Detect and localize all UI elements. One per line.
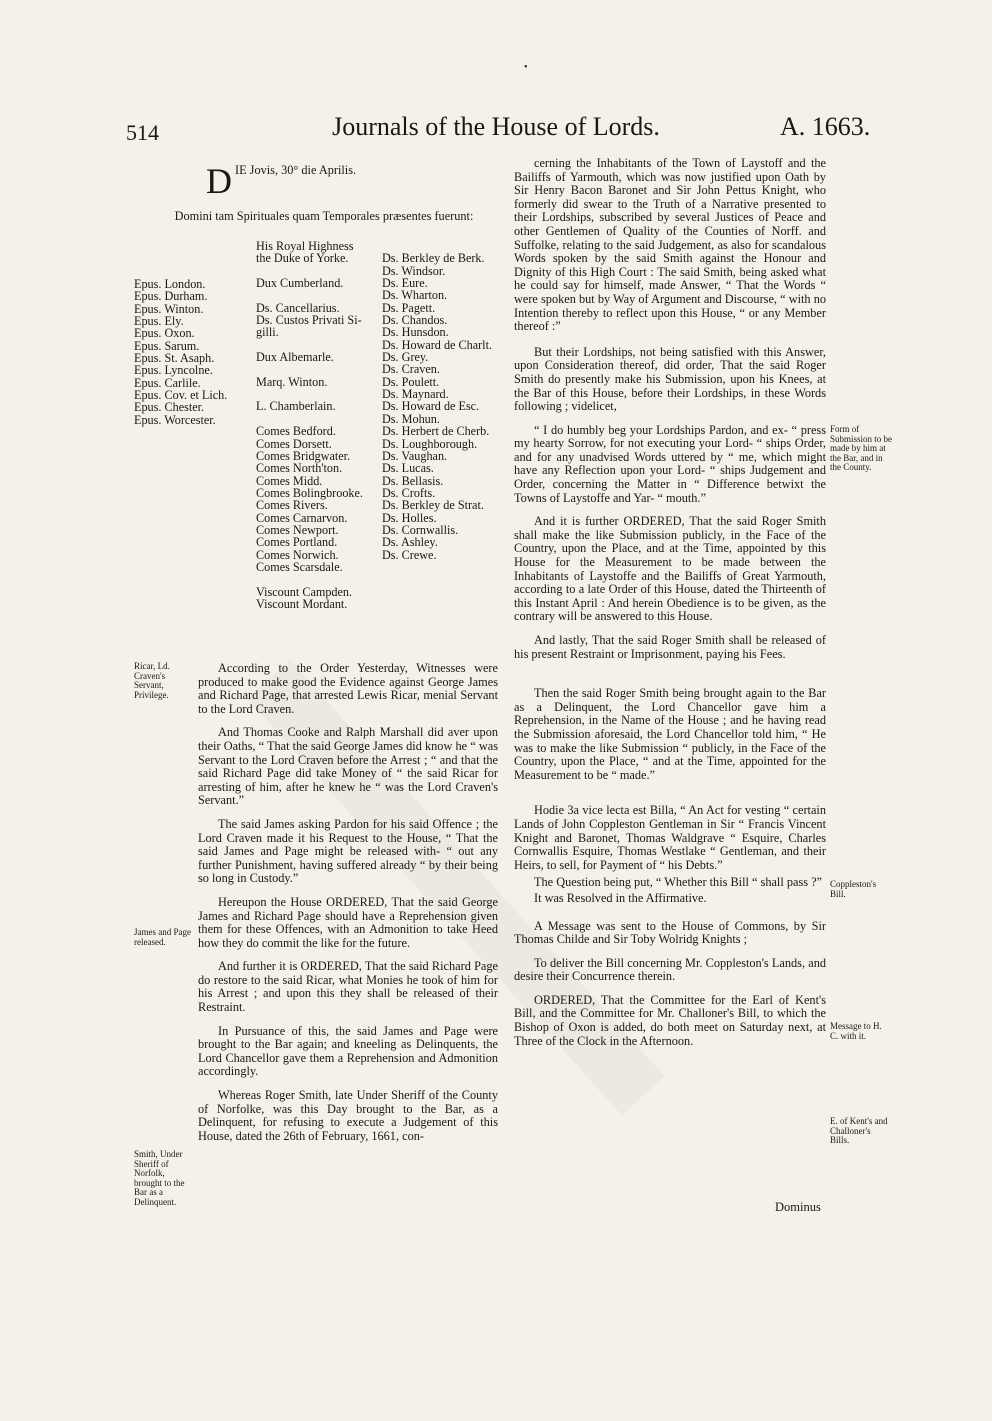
peer-entry: Dux Albemarle. <box>256 350 334 365</box>
paragraph: It was Resolved in the Affirmative. <box>534 890 707 905</box>
peer-entry: Comes Carnarvon. <box>256 510 348 525</box>
journal-title: Journals of the House of Lords. <box>332 112 660 141</box>
paragraph: Whereas Roger Smith, late Under Sheriff of the County of Norfolke, was this Day brought to the Bar, as a Delinquent, for refusing to execute a Judgement of this House, dated the 26th of February, 1661, con- <box>198 1088 498 1143</box>
dropcap: D <box>206 161 232 201</box>
right-body <box>514 157 826 1058</box>
attendance-list <box>134 240 514 640</box>
paragraph: Then the said Roger Smith being brought again to the Bar as a Delinquent, the Lord Chancellor gave him a Reprehension, in the Name of the House ; and he having read the Submission aforesaid, the Lord Chancellor told him, “ He was to make the like Submission “ publicly, in the Face of the Country, upon the Place, “ and at the Time, appointed for the Measurement to be “ made.” <box>514 686 826 782</box>
bishop-entry: Epus. Lyncolne. <box>134 363 213 378</box>
peer-entry <box>256 363 363 375</box>
baron-entry: Ds. Lucas. <box>382 461 434 476</box>
baron-entry: Ds. Craven. <box>382 362 440 377</box>
paragraph: But their Lordships, not being satisfied with this Answer, upon Consideration thereof, did order, That the said Roger Smith do presently make his Submission, upon his Knees, at the Bar of this House, before their Lordships, in these Words following ; videlicet, <box>514 344 826 414</box>
paragraph: According to the Order Yesterday, Witnesses were produced to make good the Evidence against George James and Richard Page, that arrested Lewis Ricar, menial Servant to the Lord Craven. <box>198 661 498 716</box>
left-column <box>134 160 498 238</box>
peers-list <box>256 240 363 610</box>
peer-entry: the Duke of Yorke. <box>256 251 349 266</box>
baron-entry: Ds. Maynard. <box>382 387 449 402</box>
peer-entry: Dux Cumberland. <box>256 276 344 291</box>
baron-entry: Ds. Poulett. <box>382 374 440 389</box>
peer-entry: Comes Bridgwater. <box>256 448 351 463</box>
paragraph: A Message was sent to the House of Commons, by Sir Thomas Childe and Sir Toby Wolridg Knights ; <box>514 918 826 947</box>
baron-entry: Ds. Cornwallis. <box>382 522 459 537</box>
date-line: IE Jovis, 30° die Aprilis. <box>235 163 357 177</box>
baron-entry: Ds. Berkley de Strat. <box>382 498 484 513</box>
peer-entry: Comes Newport. <box>256 522 339 537</box>
bishop-entry: Epus. Carlile. <box>134 375 201 390</box>
baron-entry: Ds. Howard de Esc. <box>382 399 480 414</box>
baron-entry: Ds. Mohun. <box>382 411 440 426</box>
peer-entry: His Royal Highness <box>256 239 354 253</box>
catchword: Dominus <box>775 1200 821 1214</box>
paragraph: cerning the Inhabitants of the Town of Laystoff and the Bailiffs of Yarmouth, which was now justified upon Oath by Sir Henry Bacon Baronet and Sir John Pettus Knight, who formerly did swear to the Truth of a Narrative presented to their Lordships, subscribed by several Justices of Peace and other Gentlemen of Quality of the Counties of Norff. and Suffolke, relating to the said Judgement, as also for scandalous Words spoken by the said Smith against the Honour and Dignity of this High Court : The said Smith, being asked what he could say for himself, made Answer, “ That the Words “ were spoken but by Way of Argument and Discourse, “ with no Intention thereby to reflect upon this House, “ or any Member thereof :” <box>514 156 826 334</box>
barons-list <box>382 240 492 561</box>
baron-entry: Ds. Eure. <box>382 276 428 291</box>
peer-entry: Comes Bedford. <box>256 424 336 439</box>
paragraph: And it is further ORDERED, That the said Roger Smith shall make the like Submission publicly, in the Face of the Country, upon the Place, and at the Time, appointed by this House for the Measurement to be made between the Inhabitants of Laystoffe and the Bailiffs of Great Yarmouth, according to a late Order of this House, dated the Thirteenth of this Instant April : And herein Obedience is to be given, as the contrary will be answered to this House. <box>514 514 826 624</box>
bishop-entry: Epus. Sarum. <box>134 338 200 353</box>
baron-entry: Ds. Vaughan. <box>382 448 448 463</box>
paragraph: And Thomas Cooke and Ralph Marshall did aver upon their Oaths, “ That the said George James did know he “ was Servant to the Lord Craven before the Arrest ; “ and that the said Richard Page did take Money of “ the said Ricar for arresting of him, after he knew he “ was the Lord Craven's Servant.” <box>198 725 498 808</box>
paragraph: The said James asking Pardon for his said Offence ; the Lord Craven made it his Request to the House, “ That the said James and Page might be released with- “ out any further Punishment, having suffered already “ by their being so long in Custody.” <box>198 816 498 886</box>
bishop-entry: Epus. Chester. <box>134 400 205 415</box>
session-date <box>134 160 498 201</box>
baron-entry: Ds. Crofts. <box>382 485 436 500</box>
peer-entry <box>256 573 363 585</box>
peer-entry: Comes Portland. <box>256 535 338 550</box>
peer-entry: Comes Dorsett. <box>256 436 332 451</box>
margin-note-message: Message to H. C. with it. <box>830 1021 882 1041</box>
paragraph: In Pursuance of this, the said James and Page were brought to the Bar again; and kneeling as Delinquents, the Lord Chancellor gave them a Reprehension and Admonition accordingly. <box>198 1023 498 1079</box>
margin-note-submission: Form of Submission to be made by him at the Bar, and in the County. <box>830 424 893 472</box>
peer-entry: Ds. Cancellarius. <box>256 300 340 315</box>
bishop-entry: Epus. St. Asaph. <box>134 351 215 366</box>
paragraph: To deliver the Bill concerning Mr. Coppleston's Lands, and desire their Concurrence therein. <box>514 955 826 984</box>
baron-entry: Ds. Wharton. <box>382 288 448 303</box>
baron-entry: Ds. Ashley. <box>382 535 438 550</box>
peer-entry: Marq. Winton. <box>256 374 328 389</box>
baron-entry: Ds. Holles. <box>382 510 437 525</box>
baron-entry: Ds. Grey. <box>382 350 429 365</box>
peer-entry: Comes North'ton. <box>256 461 343 476</box>
peer-entry: Viscount Campden. <box>256 584 353 599</box>
paragraph: Hereupon the House ORDERED, That the said George James and Richard Page should have a Reprehension given them for these Offences, with an Admonition to take Heed how they do commit the like for the future. <box>198 894 498 950</box>
margin-note-ricar: Ricar, Ld. Craven's Servant, Privilege. <box>134 661 170 700</box>
peer-entry: Comes Rivers. <box>256 498 328 513</box>
bishop-entry: Epus. Durham. <box>134 289 208 304</box>
margin-note-kent-challoner: E. of Kent's and Challoner's Bills. <box>830 1116 888 1145</box>
baron-entry: Ds. Berkley de Berk. <box>382 251 485 266</box>
bishops-list <box>134 278 227 426</box>
bishop-entry: Epus. Cov. et Lich. <box>134 388 228 403</box>
peer-entry: Comes Scarsdale. <box>256 559 343 574</box>
margin-note-smith: Smith, Under Sheriff of Norfolk, brought to the Bar as a Delinquent. <box>134 1149 185 1207</box>
peer-entry: Comes Bolingbrooke. <box>256 485 363 500</box>
peer-entry: Ds. Custos Privati Si- <box>256 313 362 328</box>
page-number: 514 <box>126 120 159 145</box>
paragraph: The Question being put, “ Whether this Bill “ shall pass ?” <box>534 875 823 890</box>
paragraph: And further it is ORDERED, That the said Richard Page do restore to the said Ricar, what Monies he took of him for his Arrest ; and upon this they shall be released of their Restraint. <box>198 959 498 1015</box>
baron-entry: Ds. Loughborough. <box>382 436 478 451</box>
peer-entry: L. Chamberlain. <box>256 399 336 414</box>
margin-note-coppleston: Coppleston's Bill. <box>830 879 877 899</box>
peer-entry: Viscount Mordant. <box>256 596 348 611</box>
paragraph: Hodie 3a vice lecta est Billa, “ An Act for vesting “ certain Lands of John Coppleston Gentleman in Sir “ Francis Vincent Knight and Baronet, Thomas Waldgrave “ Esquire, Charles Cornwallis Esquire, Thomas Westlake “ Gentleman, and their Heirs, to sell, for Payment of “ his Debts.” <box>514 803 826 872</box>
baron-entry: Ds. Pagett. <box>382 300 436 315</box>
baron-entry: Ds. Herbert de Cherb. <box>382 424 490 439</box>
year: A. 1663. <box>780 112 871 141</box>
baron-entry: Ds. Chandos. <box>382 313 448 328</box>
paragraph: ORDERED, That the Committee for the Earl of Kent's Bill, and the Committee for Mr. Challoner's Bill, to which the Bishop of Oxon is added, do both meet on Saturday next, at Three of the Clock in the Afternoon. <box>514 992 826 1048</box>
bishop-entry: Epus. Worcester. <box>134 412 216 427</box>
baron-entry: Ds. Bellasis. <box>382 473 444 488</box>
margin-note-james-page: James and Page released. <box>134 927 191 947</box>
bishop-entry: Epus. Ely. <box>134 314 184 329</box>
peer-entry: Comes Midd. <box>256 473 323 488</box>
paragraph: “ I do humbly beg your Lordships Pardon, and ex- “ press my hearty Sorrow, for not executing your Lord- “ ships Order, and for any unadvised Words uttered by “ me, which might have any Reflection upon your Lord- “ ships Judgement and Order, concerning the Matter in “ Difference betwixt the Towns of Laystoffe and Yar- “ mouth.” <box>514 422 826 505</box>
peer-entry: gilli. <box>256 325 279 340</box>
baron-entry: Ds. Windsor. <box>382 263 446 278</box>
baron-entry: Ds. Howard de Charlt. <box>382 337 493 352</box>
paragraph: And lastly, That the said Roger Smith shall be released of his present Restraint or Imprisonment, paying his Fees. <box>514 633 826 661</box>
left-body <box>134 662 498 1153</box>
baron-entry: Ds. Hunsdon. <box>382 325 449 340</box>
bishop-entry: Epus. Oxon. <box>134 326 195 341</box>
bishop-entry: Epus. London. <box>134 277 206 291</box>
baron-entry: Ds. Crewe. <box>382 547 437 562</box>
peer-entry: Comes Norwich. <box>256 547 339 562</box>
present-heading: Domini tam Spirituales quam Temporales præsentes fuerunt: <box>174 209 474 223</box>
peer-entry <box>256 289 363 301</box>
page-dot: • <box>524 62 528 73</box>
bishop-entry: Epus. Winton. <box>134 301 204 316</box>
